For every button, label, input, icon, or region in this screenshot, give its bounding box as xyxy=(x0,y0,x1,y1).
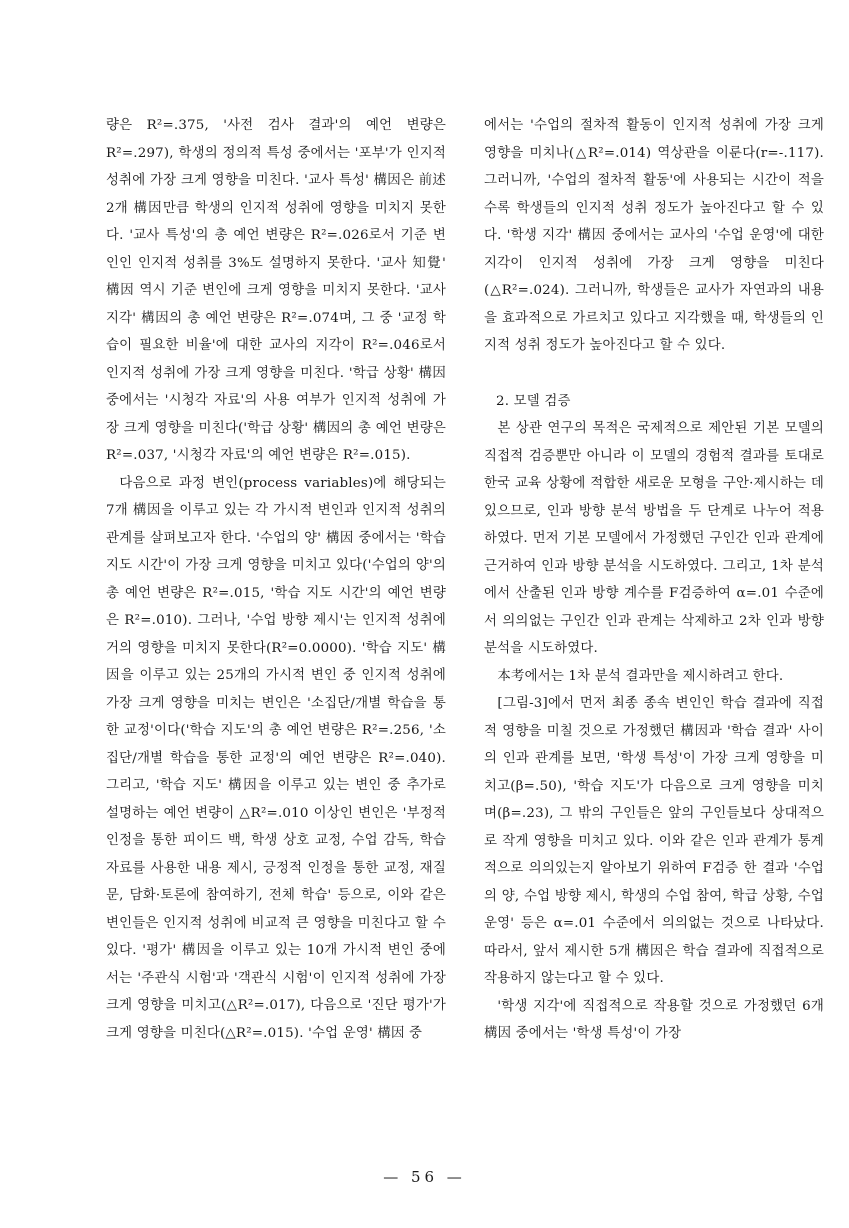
left-column xyxy=(106,112,446,1047)
page-number: — 56 — xyxy=(383,1168,466,1186)
right-paragraph-2: 본 상관 연구의 목적은 국제적으로 제안된 기본 모델의 직접적 검증뿐만 아니라 이 모델의 경험적 결과를 토대로 한국 교육 상황에 적합한 새로운 모형을 구안·제시하는 데 있으므로, 인과 방향 분석 방법을 두 단계로 나누어 적용하였다. 먼저 기본 모델에서 가정했던 구인간 인과 관계에 근거하여 인과 방향 분석을 시도하였다. 그리고, 1차 분석에서 산출된 인과 방향 계수를 F검증하여 α=.01 수준에서 의의없는 구인간 인과 관계는 삭제하고 2차 인과 방향 분석을 시도하였다. xyxy=(484,421,824,656)
left-paragraph-2: 다음으로 과정 변인(process variables)에 해당되는 7개 構因을 이루고 있는 각 가시적 변인과 인지적 성취의 관계를 살펴보고자 한다. '수업의 양' 構因 중에서는 '학습 지도 시간'이 가장 크게 영향을 미치고 있다('수업의 양'의 총 예언 변량은 R²=.015, '학습 지도 시간'의 예언 변량은 R²=.010). 그러나, '수업 방향 제시'는 인지적 성취에 거의 영향을 미치지 못한다(R²=0.0000). '학습 지도' 構因을 이루고 있는 25개의 가시적 변인 중 인지적 성취에 가장 크게 영향을 미치는 변인은 '소집단/개별 학습을 통한 교정'이다('학습 지도'의 총 예언 변량은 R²=.256, '소집단/개별 학습을 통한 교정'의 예언 변량은 R²=.040). 그리고, '학습 지도' 構因을 이루고 있는 변인 중 추가로 설명하는 예언 변량이 △R²=.010 이상인 변인은 '부정적 인정을 통한 피이드 백, 학생 상호 교정, 수업 감독, 학습 자료를 사용한 내용 제시, 긍정적 인정을 통한 교정, 재질문, 담화·토론에 참여하기, 전체 학습' 등으로, 이와 같은 변인들은 인지적 성취에 비교적 큰 영향을 미친다고 할 수 있다. '평가' 構因을 이루고 있는 10개 가시적 변인 중에서는 '주관식 시험'과 '객관식 시험'이 인지적 성취에 가장 크게 영향을 미치고(△R²=.017), 다음으로 '진단 평가'가 크게 영향을 미친다(△R²=.015). '수업 운영' 構因 중 xyxy=(106,475,446,1041)
right-column xyxy=(484,112,824,1048)
right-paragraph-4: [그림-3]에서 먼저 최종 종속 변인인 학습 결과에 직접적 영향을 미칠 것으로 가정했던 構因과 '학습 결과' 사이의 인과 관계를 보면, '학생 특성'이 가장 크게 영향을 미치고(β=.50), '학습 지도'가 다음으로 크게 영향을 미치며(β=.23), 그 밖의 구인들은 앞의 구인들보다 상대적으로 작게 영향을 미치고 있다. 이와 같은 인과 관계가 통계적으로 의의있는지 알아보기 위하여 F검증 한 결과 '수업의 양, 수업 방향 제시, 학생의 수업 참여, 학급 상황, 수업 운영' 등은 α=.01 수준에서 의의없는 것으로 나타났다. 따라서, 앞서 제시한 5개 構因은 학습 결과에 직접적으로 작용하지 않는다고 할 수 있다. xyxy=(484,696,824,986)
right-paragraph-1: 에서는 '수업의 절차적 활동이 인지적 성취에 가장 크게 영향을 미치나(△R²=.014) 역상관을 이룬다(r=-.117). 그러니까, '수업의 절차적 활동'에 사용되는 시간이 적을수록 학생들의 인지적 성취 정도가 높아진다고 할 수 있다. '학생 지각' 構因 중에서는 교사의 '수업 운영'에 대한 지각이 인지적 성취에 가장 크게 영향을 미친다(△R²=.024). 그러니까, 학생들은 교사가 자연과의 내용을 효과적으로 가르치고 있다고 지각했을 때, 학생들의 인지적 성취 정도가 높아진다고 할 수 있다. xyxy=(484,118,824,353)
left-paragraph-1: 량은 R²=.375, '사전 검사 결과'의 예언 변량은 R²=.297), 학생의 정의적 특성 중에서는 '포부'가 인지적 성취에 가장 크게 영향을 미친다. '교사 특성' 構因은 前述 2개 構因만큼 학생의 인지적 성취에 영향을 미치지 못한다. '교사 특성'의 총 예언 변량은 R²=.026로서 기준 변인인 인지적 성취를 3%도 설명하지 못한다. '교사 知覺' 構因 역시 기준 변인에 크게 영향을 미치지 못한다. '교사 지각' 構因의 총 예언 변량은 R²=.074며, 그 중 '교정 학습이 필요한 비율'에 대한 교사의 지각이 R²=.046로서 인지적 성취에 가장 크게 영향을 미친다. '학급 상황' 構因 중에서는 '시청각 자료'의 사용 여부가 인지적 성취에 가장 크게 영향을 미친다('학급 상황' 構因의 총 예언 변량은 R²=.037, '시청각 자료'의 예언 변량은 R²=.015). xyxy=(106,118,446,463)
right-paragraph-3: 本考에서는 1차 분석 결과만을 제시하려고 한다. xyxy=(497,668,784,684)
section-heading: 2. 모델 검증 xyxy=(496,393,571,409)
right-paragraph-5: '학생 지각'에 직접적으로 작용할 것으로 가정했던 6개 構因 중에서는 '학생 특성'이 가장 xyxy=(484,998,824,1041)
